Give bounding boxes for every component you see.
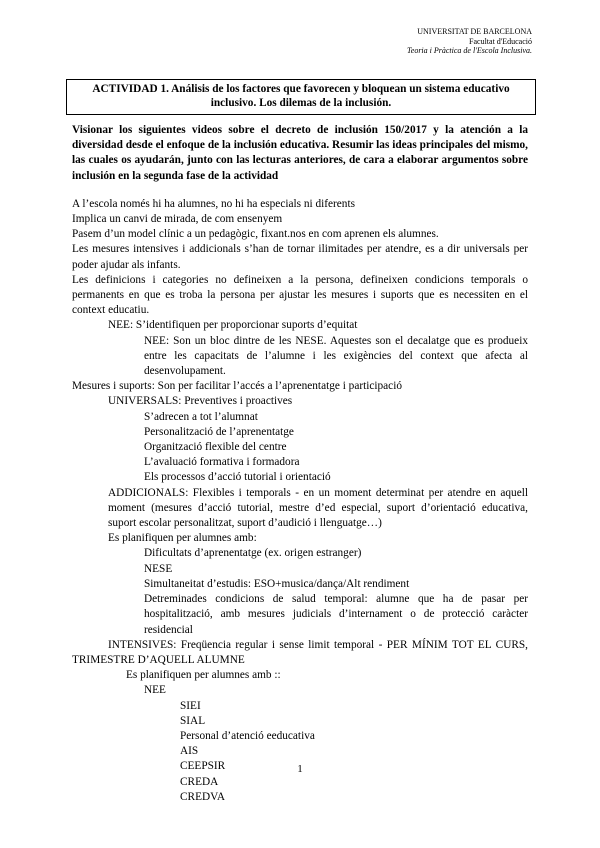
page-header xyxy=(407,27,532,56)
body-paragraph: UNIVERSALS: Preventives i proactives xyxy=(108,395,293,408)
body-paragraph: Es planifiquen per alumnes amb :: xyxy=(126,669,281,682)
body-paragraph: Es planifiquen per alumnes amb: xyxy=(108,532,257,545)
header-course: Teoria i Pràctica de l'Escola Inclusiva. xyxy=(407,46,532,56)
body-paragraph: Implica un canvi de mirada, de com ensenyem xyxy=(72,213,283,226)
body-paragraph: AIS xyxy=(180,745,199,758)
body-paragraph: CREDA xyxy=(180,775,219,788)
activity-title-box: ACTIVIDAD 1. Análisis de los factores que favorecen y bloquean un sistema educativo inclusivo. Los dilemas de la inclusión. xyxy=(66,79,536,115)
body-paragraph: Personal d’atenció eeducativa xyxy=(180,729,315,742)
body-paragraph: Detreminades condicions de salud temporal: alumne que ha de pasar per hospitalització, amb mesures judicials d’internament o de protecció caràcter residencial xyxy=(144,593,528,636)
body-paragraph: SIAL xyxy=(180,714,206,727)
document-content xyxy=(72,123,528,805)
body-paragraph: Les definicions i categories no defineixen a la persona, defineixen condicions temporals o permanents en que es troba la persona per ajustar les mesures i suports que es necessiten en el context educatiu. xyxy=(72,273,528,317)
body-paragraph: CEEPSIR xyxy=(180,760,226,773)
header-faculty: Facultat d'Educació xyxy=(469,36,532,46)
body-paragraph: CREDVA xyxy=(180,790,225,803)
body-paragraph: SIEI xyxy=(180,699,201,712)
body-paragraph: S’adrecen a tot l’alumnat xyxy=(144,410,258,423)
body-paragraph: Les mesures intensives i addicionals s’han de tornar ilimitades per atendre, es a dir universals per poder ajudar als infants. xyxy=(72,243,528,271)
header-institution: UNIVERSITAT DE BARCELONA xyxy=(417,27,532,36)
body-paragraph: Els processos d’acció tutorial i orientació xyxy=(144,471,331,484)
body-paragraph: NESE xyxy=(144,562,173,575)
body-paragraph: L’avaluació formativa i formadora xyxy=(144,456,300,469)
page-number: 1 xyxy=(297,763,303,775)
body-paragraph: NEE: S’identifiquen per proporcionar suports d’equitat xyxy=(108,319,358,332)
body-paragraph: Organització flexible del centre xyxy=(144,441,287,454)
intro-paragraph: Visionar los siguientes videos sobre el decreto de inclusión 150/2017 y la atención a la diversidad desde el enfoque de la inclusión educativa. Resumir las ideas principales del mismo, las cuales os ayudarán, junto con las lecturas anteriores, de cara a elaborar argumentos sobre inclusión en la segunda fase de la actividad xyxy=(72,124,528,182)
body-paragraph: Mesures i suports: Son per facilitar l’accés a l’aprenentatge i participació xyxy=(72,380,402,393)
body-paragraph: NEE: Son un bloc dintre de les NESE. Aquestes son el decalatge que es produeix entre les capacitats de l’alumne i les exigències del context que afecta al desenvolupament. xyxy=(144,334,528,378)
body-paragraph: Pasem d’un model clínic a un pedagògic, fixant.nos en com aprenen els alumnes. xyxy=(72,228,439,241)
body-paragraph: Personalització de l’aprenentatge xyxy=(144,425,294,438)
body-paragraph: A l’escola només hi ha alumnes, no hi ha especials ni diferents xyxy=(72,197,355,210)
body-paragraph: Simultaneitat d’estudis: ESO+musica/dança/Alt rendiment xyxy=(144,577,410,590)
body-paragraph: Dificultats d’aprenentatge (ex. origen estranger) xyxy=(144,547,362,560)
body-paragraph: ADDICIONALS: Flexibles i temporals - en un moment determinat per atendre en aquell moment (mesures d’acció tutorial, mestre d’ed especial, suport d’orientació educativa, suport escolar personalitzat, suport d’audició i llenguatge…) xyxy=(108,486,528,530)
document-body xyxy=(72,197,528,805)
body-paragraph: INTENSIVES: Freqüencia regular i sense limit temporal - PER MÍNIM TOT EL CURS, TRIMESTRE D’AQUELL ALUMNE xyxy=(72,638,528,666)
body-paragraph: NEE xyxy=(144,684,166,697)
